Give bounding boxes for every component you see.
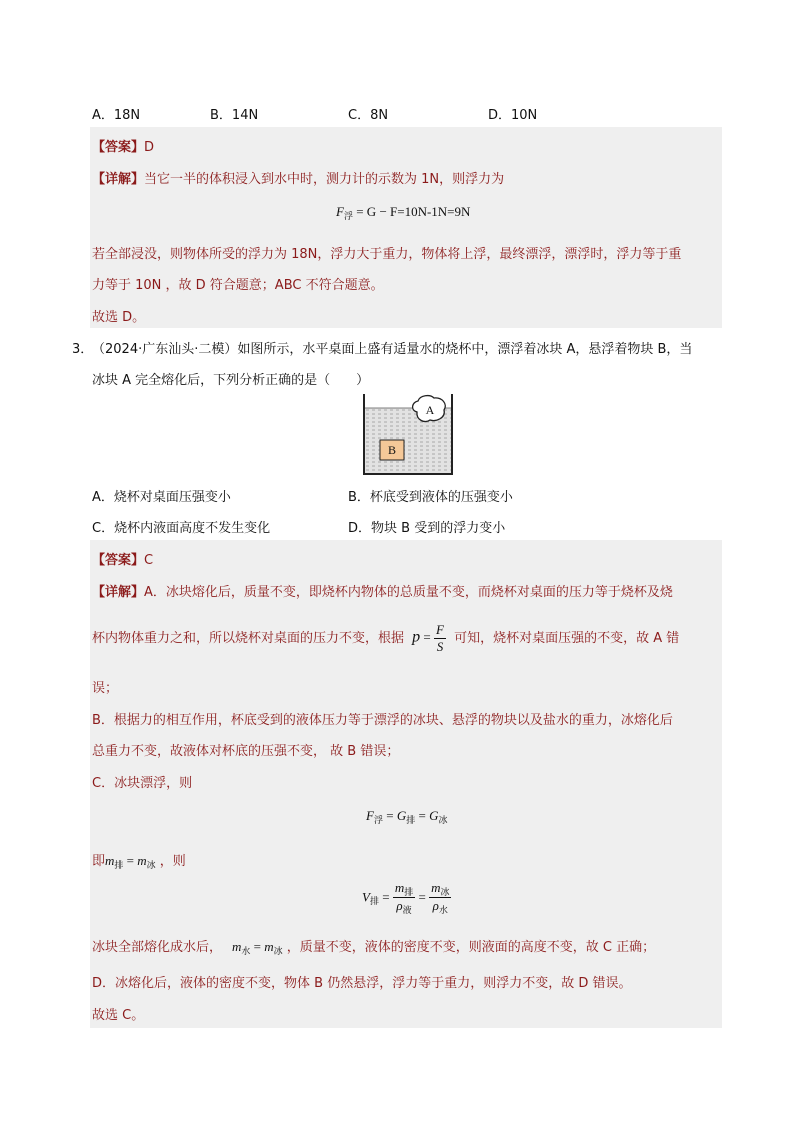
q3-option-d: D．物块 B 受到的浮力变小	[348, 521, 506, 536]
numerator: $m_排$	[394, 880, 414, 897]
q3-detail-b-line2: 总重力不变，故液体对杯底的压强不变， 故 B 错误；	[92, 744, 400, 759]
q3-detail-c-line2	[92, 850, 186, 869]
text: 即	[92, 854, 106, 869]
answer-value: C	[144, 553, 154, 568]
detail-text: 当它一半的体积浸入到水中时，测力计的示数为 1N，则浮力为	[144, 172, 505, 187]
formula-symbol: V	[362, 889, 370, 905]
formula-subscript: 浮	[343, 211, 353, 221]
q3-detail-b-line1: B．根据力的相互作用，杯底受到的液体压力等于漂浮的冰块、悬浮的物块以及盐水的重力，冰熔化后	[92, 713, 673, 728]
q3-answer-line	[92, 549, 153, 568]
q3-option-c: C．烧杯内液面高度不发生变化	[92, 521, 271, 536]
q3-option-b: B．杯底受到液体的压强变小	[348, 490, 513, 505]
fraction	[393, 880, 415, 915]
label-a: A	[425, 403, 435, 417]
formula-subscript: 排	[114, 860, 124, 870]
text: 可知，烧杯对桌面压强的不变，故 A 错	[454, 631, 680, 646]
formula-subscript: 冰	[438, 815, 448, 825]
q3-formula-volume: $V_排$ = $\frac{m_排}{\rho_液}$ = $\frac{m_冰}{\rho_水}$	[362, 880, 450, 915]
formula-subscript: 冰	[273, 946, 283, 956]
formula-eq: =	[420, 629, 434, 645]
formula-symbol: F	[366, 808, 374, 823]
text: ，质量不变，液体的密度不变，则液面的高度不变，故 C 正确；	[282, 940, 656, 955]
q3-formula-floating: $F_浮 = G_排 = G_冰$	[366, 808, 448, 825]
formula-symbol: m	[232, 939, 242, 954]
mass-equation: $m_水 = m_冰$	[232, 939, 283, 956]
q2-answer-panel	[90, 127, 722, 328]
text: 杯内物体重力之和，所以烧杯对桌面的压力不变，根据	[92, 631, 405, 646]
formula-symbol: G	[396, 808, 407, 823]
formula-subscript: 水	[241, 946, 251, 956]
text: 冰块全部熔化成水后，	[92, 940, 223, 955]
q3-detail-a-line3: 误；	[92, 681, 119, 696]
q2-formula	[336, 204, 470, 220]
formula-symbol: G	[429, 808, 439, 823]
fraction	[434, 622, 446, 655]
denominator: S	[436, 639, 444, 654]
answer-value: D	[144, 140, 155, 155]
formula-subscript: 浮	[373, 815, 383, 825]
q3-stem-line2: 冰块 A 完全熔化后，下列分析正确的是（ ）	[92, 373, 370, 388]
denominator: $\rho_液$	[396, 898, 412, 915]
detail-tag: 【详解】	[92, 172, 145, 187]
detail-tag: 【详解】	[92, 585, 145, 600]
formula-symbol: m	[137, 853, 147, 868]
denominator: $\rho_水$	[432, 898, 448, 915]
q2-conclusion: 故选 D。	[92, 310, 146, 325]
q3-option-a: A．烧杯对桌面压强变小	[92, 490, 231, 505]
formula-symbol: F	[336, 204, 344, 219]
fraction	[429, 880, 451, 915]
q3-detail-c-line3	[92, 936, 655, 955]
formula-symbol: m	[105, 853, 115, 868]
formula-symbol: m	[264, 939, 274, 954]
detail-text: A．冰块熔化后，质量不变，即烧杯内物体的总质量不变，而烧杯对桌面的压力等于烧杯及烧	[144, 585, 673, 600]
text: ，则	[155, 854, 186, 869]
beaker-figure	[360, 392, 456, 478]
q2-detail-line2: 若全部浸没，则物体所受的浮力为 18N，浮力大于重力，物体将上浮，最终漂浮，漂浮时，浮力等于重	[92, 247, 682, 262]
formula-subscript: 排	[406, 815, 416, 825]
q3-conclusion: 故选 C。	[92, 1008, 145, 1023]
q2-answer-line	[92, 136, 154, 155]
q2-detail-line3: 力等于 10N ，故 D 符合题意；ABC 不符合题意。	[92, 278, 384, 293]
numerator: $m_冰$	[431, 880, 450, 897]
q2-detail-line1	[92, 168, 504, 187]
q3-detail-a-line2	[92, 622, 679, 655]
q3-detail-a-line1	[92, 581, 673, 600]
q3-detail-c-line1: C．冰块漂浮，则	[92, 776, 193, 791]
q3-detail-d-line1: D．冰熔化后，液体的密度不变，物体 B 仍然悬浮，浮力等于重力，则浮力不变，故 D 错误。	[92, 976, 632, 991]
answer-tag: 【答案】	[92, 140, 145, 155]
answer-tag: 【答案】	[92, 553, 145, 568]
pressure-formula	[412, 622, 446, 655]
q2-option-c: C．8N	[348, 108, 389, 123]
label-b: B	[387, 443, 397, 457]
q3-stem-line1: （2024·广东汕头·二模）如图所示，水平桌面上盛有适量水的烧杯中，漂浮着冰块 A，悬浮着物块 B，当	[92, 342, 693, 357]
formula-rhs: = G − F=10N-1N=9N	[352, 204, 471, 219]
mass-equation: $m_排 = m_冰$	[105, 853, 156, 870]
numerator: F	[436, 622, 444, 637]
formula-subscript: 冰	[146, 860, 156, 870]
formula-symbol: p	[412, 628, 421, 646]
q2-option-d: D．10N	[488, 108, 538, 123]
q3-number: 3．	[72, 342, 94, 357]
formula-subscript: 排	[369, 896, 379, 906]
q2-option-a: A．18N	[92, 108, 141, 123]
q2-option-b: B．14N	[210, 108, 259, 123]
